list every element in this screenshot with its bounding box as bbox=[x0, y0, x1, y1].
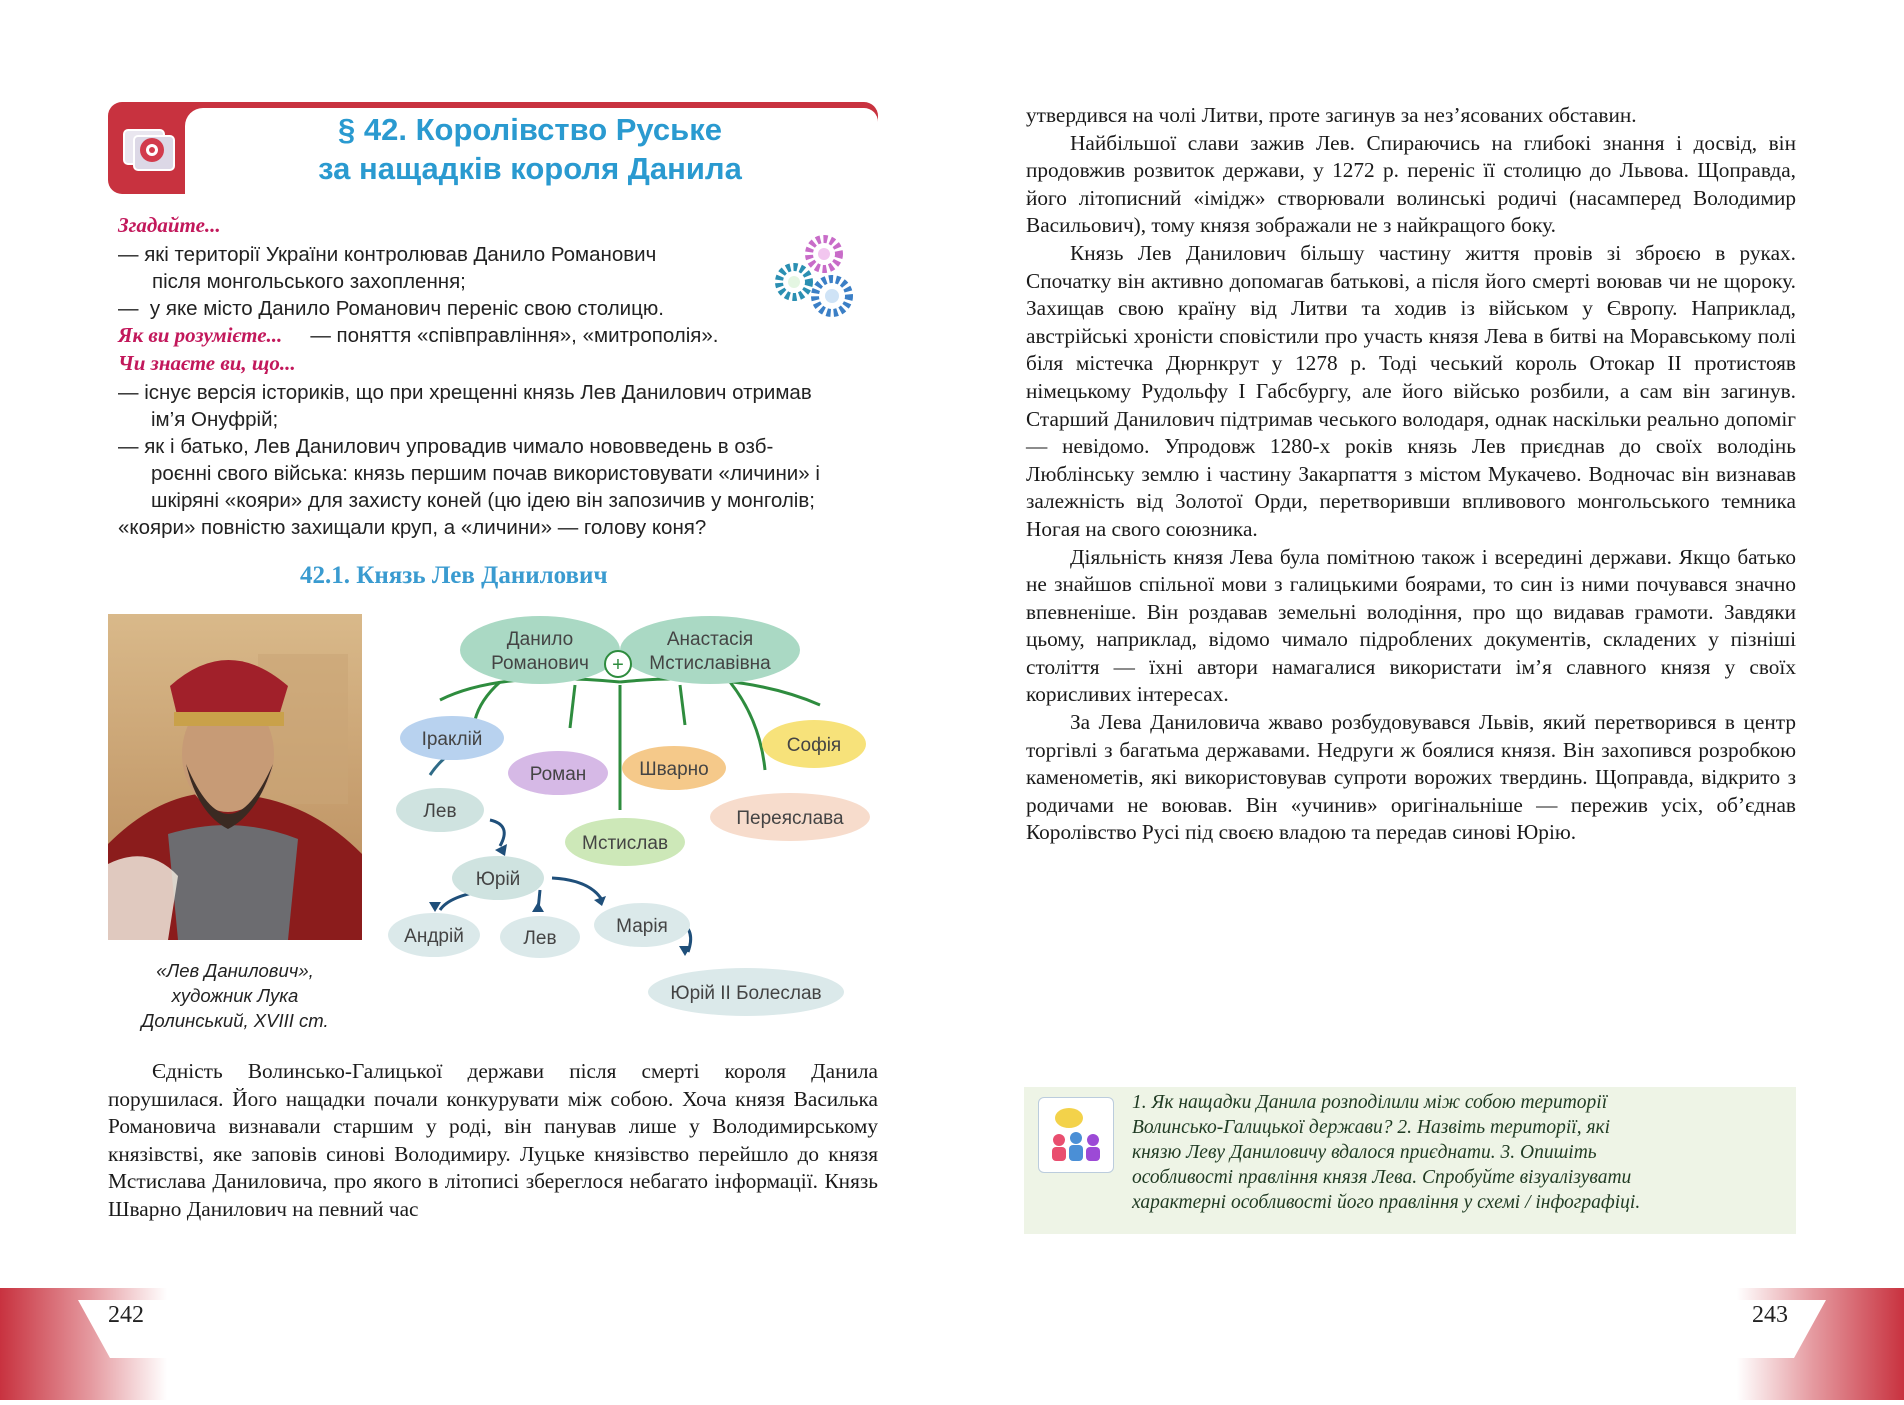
page-footer bbox=[0, 1288, 1904, 1400]
anastasia-line2: Мстиславівна bbox=[649, 653, 771, 674]
title-line-2: за нащадків короля Данила bbox=[318, 151, 742, 186]
know-item-1-line2: ім’я Онуфрій; bbox=[151, 408, 279, 431]
page-title bbox=[200, 110, 860, 188]
recall-item-2 bbox=[118, 295, 758, 322]
question-line-1: 1. Як нащадки Данила розподілили між собою території bbox=[1132, 1092, 1608, 1113]
roman-label: Роман bbox=[529, 764, 587, 785]
question-line-5: характерні особливості його правління у схемі / інфографіці. bbox=[1132, 1192, 1641, 1213]
right-paragraph-2: Найбільшої слави зажив Лев. Спираючись на глибокі знання і досвід, він продовжив розвиток держави, у 1272 р. переніс її столицю до Львова. Щоправда, його літописний «імідж» створювали волинські родичі (насамперед Володимир Васильович), тому князя зображали не з найкращого боку. bbox=[1026, 130, 1796, 238]
question-line-4: особливості правління князя Лева. Спробуйте візуалізувати bbox=[1132, 1167, 1632, 1188]
questions-text bbox=[1132, 1090, 1787, 1215]
left-paragraph: Єдність Волинсько-Галицької держави після смерті короля Данила порушилася. Його нащадки почали конкурувати між собою. Хоча князя Василька Романовича визнавали старшим у роді, він панував лише у Володимирському князівстві, яке заповів синові Володимиру. Луцьке князівство перейшло до князя Мстислава Даниловича, про якого в літописі збереглося небагато інформації. Князь Шварно Данилович на певний час bbox=[108, 1059, 878, 1221]
mariia-label: Марія bbox=[616, 916, 668, 937]
recall-item-1 bbox=[118, 241, 758, 295]
know-item-2-line1: — як і батько, Лев Данилович упровадив чимало нововведень в озб- bbox=[118, 435, 774, 458]
pereiaslava-label: Переяслава bbox=[736, 808, 844, 829]
iraklii-label: Іраклій bbox=[421, 729, 483, 750]
portrait-caption bbox=[110, 958, 360, 1033]
recall-item-1-line2: після монгольського захоплення; bbox=[152, 270, 466, 293]
lev-label: Лев bbox=[423, 801, 457, 822]
know-item-2-line3: шкіряні «кояри» для захисту коней (цю ідею він запозичив у монголів; bbox=[151, 489, 815, 512]
know-item-2-line2: роєнні свого війська: князь першим почав використовувати «личини» і bbox=[151, 462, 820, 485]
understand-label: Як ви розумієте... bbox=[118, 323, 283, 347]
lev-ii-label: Лев bbox=[523, 928, 557, 949]
dash: — bbox=[118, 297, 139, 320]
left-body-text bbox=[108, 1058, 878, 1224]
right-paragraph-1: утвердився на чолі Литви, проте загинув за нез’ясованих обставин. bbox=[1026, 103, 1637, 127]
gears-icon bbox=[772, 234, 858, 320]
danylo-line1: Данило bbox=[506, 629, 574, 650]
title-line-1: § 42. Королівство Руське bbox=[338, 112, 722, 147]
anastasia-line1: Анастасія bbox=[666, 629, 754, 650]
right-paragraph-5: За Лева Даниловича жваво розбудовувався Львів, який перетворився в центр торгівлі з багатьма державами. Недруги ж боялися князя. Він захопився розробкою каменометів, які використовував супроти ворожих твердинь. Щоправда, відкрито з родичами не воював. Він «учинив» оригінальніше — пережив усіх, об’єднав Королівство Русі під своєю владою та передав синові Юрію. bbox=[1026, 710, 1796, 845]
right-paragraph-4: Діяльність князя Лева була помітною також і всередині держави. Якщо батько не знайшов спільної мови з галицькими боярами, то син із ними почувався значно впевненіше. Він роздавав земельні володіння, про що видавав грамоти. Завдяки цьому, наприклад, відомо чимало підроблених документів, складених у пізніші століття — їхні автори намагалися використати ім’я славного князя у своїх корисливих інтересах. bbox=[1026, 544, 1796, 707]
family-tree-diagram bbox=[380, 610, 880, 1020]
question-line-3: князю Леву Даниловичу вдалося приєднати. 3. Опишіть bbox=[1132, 1142, 1597, 1163]
portrait-image bbox=[108, 614, 362, 940]
right-body-text bbox=[1026, 102, 1796, 847]
recall-item-1-line1: які території України контролював Данило Романович bbox=[144, 243, 657, 266]
page-number-left: 242 bbox=[108, 1302, 144, 1328]
discussion-icon bbox=[1038, 1097, 1114, 1173]
right-paragraph-3: Князь Лев Данилович більшу частину життя провів зі зброєю в руках. Спочатку він активно допомагав батькові, а після його смерті воював чи не щороку. Захищав свою країну від Литви та ходив із військом у Європу. Наприклад, австрійські хроністи сповістили про участь князя Лева в битві на Моравському полі біля містечка Дюрнкрут у 1278 р. Тоді чеський король Отокар II протистояв німецькому Рудольфу I Габсбургу, але його військо розбили, а сам він загинув. Старший Данилович підтримав чеського володаря, однак наскільки реально допоміг — невідомо. Упродовж 1280-х років князь Лев приєднав до своїх володінь Люблінську землю і частину Закарпаття з містом Мукачево. Водночас він визнавав залежність від Золотої Орди, перетворивши впливового монгольського темника Ногая на свого союзника. bbox=[1026, 240, 1796, 541]
shvarno-label: Шварно bbox=[639, 759, 709, 780]
section-title: 42.1. Князь Лев Данилович bbox=[300, 562, 608, 589]
know-item-2 bbox=[118, 433, 873, 541]
sofia-label: Софія bbox=[786, 735, 842, 756]
question-line-2: Волинсько-Галицької держави? 2. Назвіть території, які bbox=[1132, 1117, 1611, 1138]
yuriy-ii-label: Юрій II Болеслав bbox=[670, 983, 822, 1004]
recall-heading: Згадайте... bbox=[118, 213, 221, 237]
know-item-2-line4: «кояри» повністю захищали круп, а «личини» — голову коня? bbox=[118, 516, 707, 539]
know-heading: Чи знаєте ви, що... bbox=[118, 351, 296, 375]
know-item-1 bbox=[118, 379, 873, 433]
understand-row bbox=[118, 322, 718, 349]
caption-line-2: художник Лука bbox=[171, 985, 299, 1006]
dash: — bbox=[118, 243, 139, 266]
andrii-label: Андрій bbox=[404, 926, 464, 947]
plus-text: + bbox=[612, 654, 624, 676]
know-item-1-line1: — існує версія істориків, що при хрещенні князь Лев Данилович отримав bbox=[118, 381, 812, 404]
caption-line-3: Долинський, XVIII ст. bbox=[141, 1010, 329, 1031]
understand-text: — поняття «співправління», «митрополія». bbox=[310, 324, 719, 347]
yuriy-label: Юрій bbox=[475, 869, 521, 890]
danylo-line2: Романович bbox=[491, 653, 589, 674]
page-number-right: 243 bbox=[1752, 1302, 1788, 1328]
mstyslav-label: Мстислав bbox=[581, 833, 669, 854]
recall-item-2-text: у яке місто Данило Романович переніс свою столицю. bbox=[149, 297, 664, 320]
caption-line-1: «Лев Данилович», bbox=[156, 960, 314, 981]
section-logo-icon bbox=[116, 116, 188, 184]
